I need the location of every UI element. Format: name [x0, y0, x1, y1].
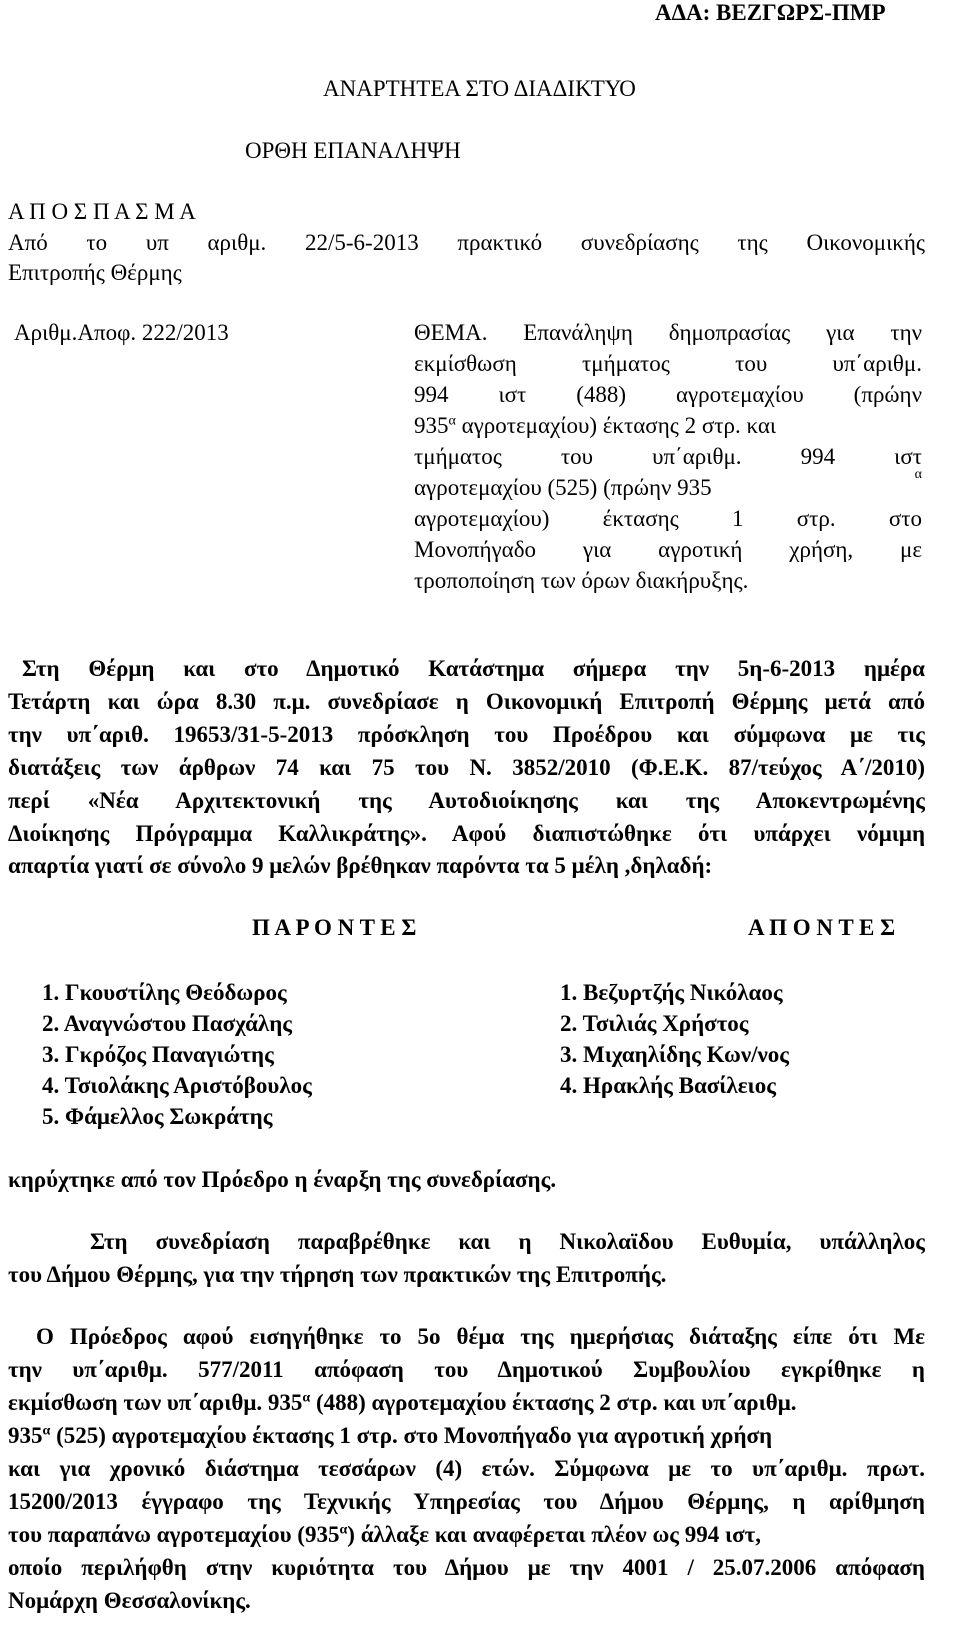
- subject-line: 994 ιστ (488) αγροτεμαχίου (πρώην: [414, 382, 922, 407]
- secretary-line: Στη συνεδρίαση παραβρέθηκε και η Νικολαϊδου Ευθυμία, υπάλληλος: [90, 1229, 925, 1254]
- proposal-line: εκμίσθωση των υπ΄αριθμ. $935^\alpha$ (488) αγροτεμαχίου έκτασης 2 στρ. και υπ΄αριθμ.: [8, 1390, 797, 1415]
- subject-line: ΘΕΜΑ. Επανάληψη δημοπρασίας για την: [414, 320, 922, 345]
- proposal-line: 15200/2013 έγγραφο της Τεχνικής Υπηρεσίας του Δήμου Θέρμης, η αρίθμηση: [8, 1489, 925, 1514]
- extract-line-2: Επιτροπής Θέρμης: [8, 260, 182, 285]
- posted-online-title: ΑΝΑΡΤΗΤΕΑ ΣΤΟ ΔΙΑΔΙΚΤΥΟ: [323, 76, 636, 101]
- secretary-line: του Δήμου Θέρμης, για την τήρηση των πρακτικών της Επιτροπής.: [8, 1262, 667, 1287]
- proposal-line: οποίο περιλήφθη στην κυριότητα του Δήμου με την 4001 / 25.07.2006 απόφαση: [8, 1555, 925, 1580]
- opening-statement: κηρύχτηκε από τον Πρόεδρο η έναρξη της συνεδρίασης.: [8, 1167, 557, 1192]
- proposal-line: $935^\alpha$ (525) αγροτεμαχίου έκτασης 1 στρ. στο Μονοπήγαδο για αγροτική χρήση: [8, 1423, 773, 1448]
- proposal-line: του παραπάνω αγροτεμαχίου $(935^\alpha)$ άλλαξε και αναφέρεται πλέον ως 994 ιστ,: [8, 1522, 761, 1547]
- intro-line: Στη Θέρμη και στο Δημοτικό Κατάστημα σήμερα την 5η-6-2013 ημέρα: [22, 656, 925, 681]
- extract-line-1: Από το υπ αριθμ. 22/5-6-2013 πρακτικό συνεδρίασης της Οικονομικής: [8, 230, 925, 255]
- subject-line: αγροτεμαχίου (525) (πρώην 935 α: [414, 467, 922, 500]
- decision-number: Αριθμ.Αποφ. 222/2013: [14, 320, 229, 345]
- proposal-line: την υπ΄αριθμ. 577/2011 απόφαση του Δημοτικού Συμβουλίου εγκρίθηκε η: [8, 1357, 925, 1382]
- subject-line: τμήματος του υπ΄αριθμ. 994 ιστ: [414, 444, 922, 469]
- subject-line: αγροτεμαχίου) έκτασης 1 στρ. στο: [414, 506, 922, 531]
- proposal-line: Ο Πρόεδρος αφού εισηγήθηκε το 5ο θέμα της ημερήσιας διάταξης είπε ότι Με: [36, 1324, 925, 1349]
- intro-line: την υπ΄αριθ. 19653/31-5-2013 πρόσκληση του Προέδρου και σύμφωνα με τις: [8, 722, 925, 747]
- intro-line: Διοίκησης Πρόγραμμα Καλλικράτης». Αφού διαπιστώθηκε ότι υπάρχει νόμιμη: [8, 821, 925, 846]
- repeat-title: ΟΡΘΗ ΕΠΑΝΑΛΗΨΗ: [245, 138, 461, 163]
- intro-line: περί «Νέα Αρχιτεκτονική της Αυτοδιοίκησης και της Αποκεντρωμένης: [8, 788, 925, 813]
- absent-member: 1. Βεζυρτζής Νικόλαος: [560, 980, 783, 1005]
- proposal-line: Νομάρχη Θεσσαλονίκης.: [8, 1588, 251, 1613]
- present-heading: Π Α Ρ Ο Ν Τ Ε Σ: [252, 915, 417, 940]
- subject-line: τροποποίηση των όρων διακήρυξης.: [414, 568, 749, 593]
- intro-line: διατάξεις των άρθρων 74 και 75 του Ν. 3852/2010 (Φ.Ε.Κ. 87/τεύχος Α΄/2010): [8, 755, 925, 780]
- subject-line: Μονοπήγαδο για αγροτική χρήση, με: [414, 537, 922, 562]
- intro-line: απαρτία γιατί σε σύνολο 9 μελών βρέθηκαν παρόντα τα 5 μέλη ,δηλαδή:: [8, 853, 713, 878]
- present-member: 5. Φάμελλος Σωκράτης: [42, 1104, 273, 1129]
- ada-code: ΑΔΑ: ΒΕΖΓΩΡΣ-ΠΜΡ: [655, 0, 886, 25]
- absent-member: 2. Τσιλιάς Χρήστος: [560, 1011, 749, 1036]
- present-member: 2. Αναγνώστου Πασχάλης: [42, 1011, 292, 1036]
- subject-line: εκμίσθωση τμήματος του υπ΄αριθμ.: [414, 351, 922, 376]
- absent-heading: Α Π Ο Ν Τ Ε Σ: [748, 915, 896, 940]
- proposal-line: και για χρονικό διάστημα τεσσάρων (4) ετών. Σύμφωνα με το υπ΄αριθμ. πρωτ.: [8, 1456, 925, 1481]
- present-member: 1. Γκουστίλης Θεόδωρος: [42, 980, 287, 1005]
- intro-line: Τετάρτη και ώρα 8.30 π.μ. συνεδρίασε η Οικονομική Επιτροπή Θέρμης μετά από: [8, 689, 925, 714]
- extract-title: Α Π Ο Σ Π Α Σ Μ Α: [8, 199, 196, 224]
- present-member: 4. Τσιολάκης Αριστόβουλος: [42, 1073, 312, 1098]
- subject-line: $935^\alpha$ αγροτεμαχίου) έκτασης 2 στρ. και: [414, 413, 777, 438]
- present-member: 3. Γκρόζος Παναγιώτης: [42, 1042, 274, 1067]
- absent-member: 3. Μιχαηλίδης Κων/νος: [560, 1042, 789, 1067]
- absent-member: 4. Ηρακλής Βασίλειος: [560, 1073, 776, 1098]
